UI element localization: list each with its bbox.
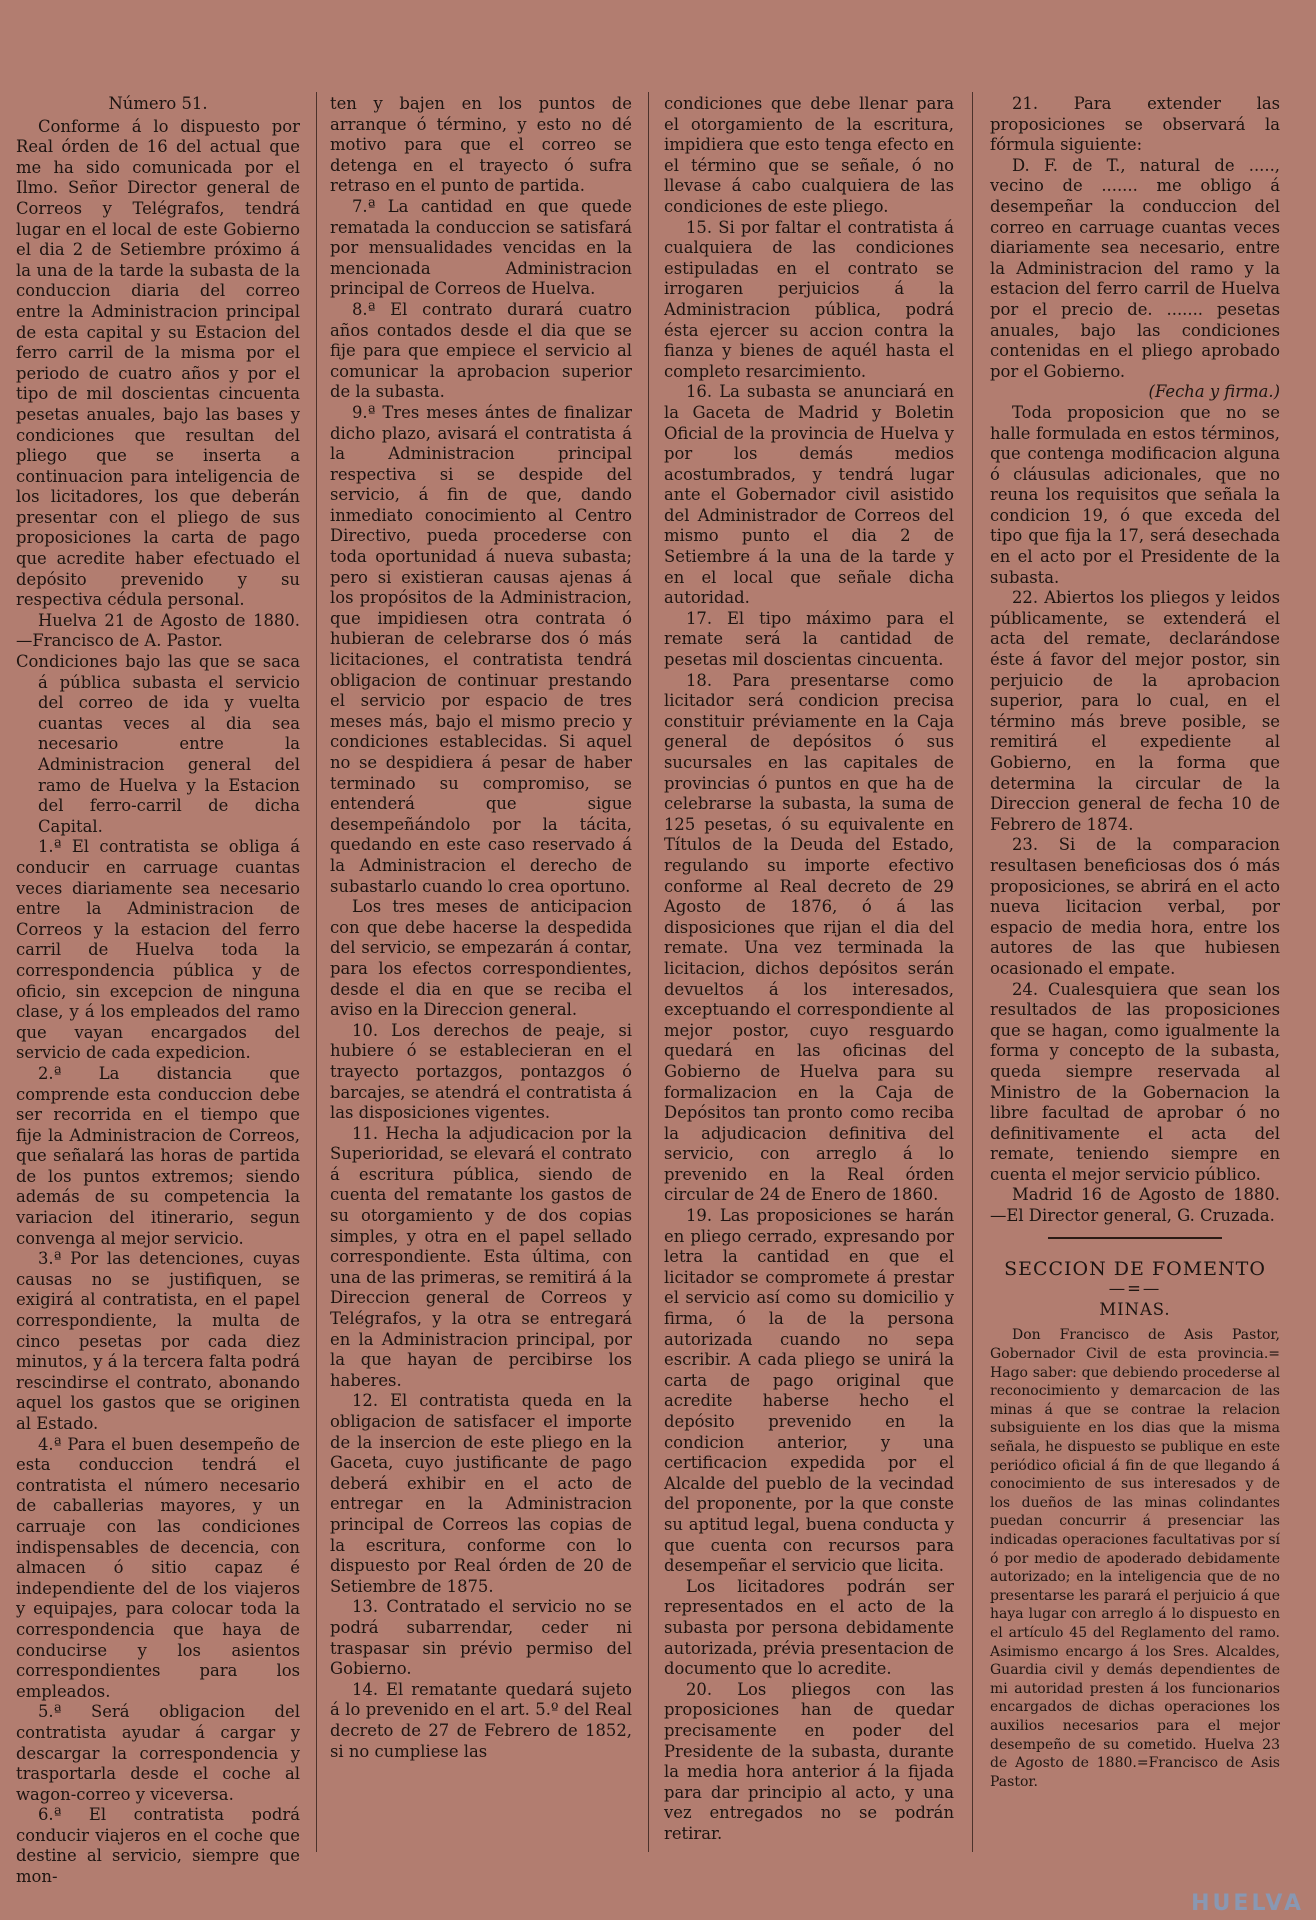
paragraph: 16. La subasta se anunciará en la Gaceta de Madrid y Boletin Oficial de la provincia de Huelva y por los demás medios acostumbrados, y tendrá lugar ante el Gobernador civil asistido del Administrador de Correos del mismo punto el dia 2 de Setiembre á la una de la tarde y en el local que señale dicha autoridad. bbox=[664, 382, 954, 608]
paragraph: 17. El tipo máximo para el remate será la cantidad de pesetas mil doscientas cincuenta. bbox=[664, 608, 954, 670]
subsection-title: MINAS. bbox=[1099, 1299, 1171, 1319]
paragraph: 21. Para extender las proposiciones se observará la fórmula siguiente: bbox=[990, 94, 1280, 155]
notice-number: Número 51. bbox=[108, 94, 208, 113]
paragraph: 5.ª Será obligacion del contratista ayudar á cargar y descargar la correspondencia y trasportarla desde el coche al wagon-correo y viceversa. bbox=[16, 1702, 300, 1804]
paragraph: 7.ª La cantidad en que quede rematada la conduccion se satisfará por mensualidades vencidas en la mencionada Administracion principal de Correos de Huelva. bbox=[330, 196, 632, 299]
column-1 bbox=[16, 94, 300, 1888]
paragraph: 10. Los derechos de peaje, si hubiere ó se establecieran en el trayecto portazgos, pontazgos ó barcajes, se atendrá el contratista á las disposiciones vigentes. bbox=[330, 1020, 632, 1123]
paragraph: 6.ª El contratista podrá conducir viajeros en el coche que destine al servicio, siempre que mon- bbox=[16, 1805, 300, 1887]
conditions-heading: Condiciones bajo las que se saca á pública subasta el servicio del correo de ida y vuelta cuantas veces al dia sea necesario entre la Administracion general del ramo de Huelva y la Estacion del ferro-carril de dicha Capital. bbox=[16, 652, 300, 836]
paragraph: 19. Las proposiciones se harán en pliego cerrado, expresando por letra la cantidad en que el licitador se compromete á prestar el servicio así como su domicilio y firma, ó la de la persona autorizada cuando no sepa escribir. A cada pliego se unirá la carta de pago original que acredite haberse hecho el depósito prevenido en la condicion anterior, y una certificacion expedida por el Alcalde del pueblo de la vecindad del proponente, por la que conste su aptitud legal, buena conducta y que cuenta con recursos para desempeñar el servicio que licita. bbox=[664, 1206, 954, 1576]
mining-notice: Don Francisco de Asis Pastor, Gobernador Civil de esta provincia.= Hago saber: que debiendo procederse al reconocimiento y demarcacion de las minas á que se contrae la relacion subsiguiente en los dias que la misma señala, he dispuesto se publique en este periódico oficial á fin de que llegando á conocimiento de sus interesados y de los dueños de las minas colindantes puedan concurrir á presenciar las indicadas operaciones facultativas por sí ó por medio de apoderado debidamente autorizado; en la inteligencia que de no presentarse les parará el perjuicio á que haya lugar con arreglo á lo dispuesto en el artículo 45 del Reglamento del ramo. Asimismo encargo á los Sres. Alcaldes, Guardia civil y demás dependientes de mi autoridad presten á los funcionarios encargados de dichas operaciones los auxilios necesarios para el mejor desempeño de su cometido. Huelva 23 de Agosto de 1880.=Francisco de Asis Pastor. bbox=[990, 1327, 1280, 1790]
paragraph: 2.ª La distancia que comprende esta conduccion debe ser recorrida en el tiempo que fije la Administracion de Correos, que señalará las horas de partida de los puntos extremos; siendo además de su competencia la variacion del itinerario, segun convenga al mejor servicio. bbox=[16, 1063, 300, 1248]
paragraph: 15. Si por faltar el contratista á cualquiera de las condiciones estipuladas en el contrato se irrogaren perjuicios á la Administracion pública, podrá ésta ejercer su accion contra la fianza y bienes de aquél hasta el completo resarcimiento. bbox=[664, 217, 954, 381]
paragraph: 18. Para presentarse como licitador será condicion precisa constituir préviamente en la Caja general de depósitos ó sus sucursales en las capitales de provincias ó puntos en que ha de celebrarse la subasta, la suma de 125 pesetas, ó su equivalente en Títulos de la Deuda del Estado, regulando su importe efectivo conforme al Real decreto de 29 Agosto de 1876, ó á las disposiciones que rijan el dia del remate. Una vez terminada la licitacion, dichos depósitos serán devueltos á los interesados, exceptuando el correspondiente al mejor postor, cuyo resguardo quedará en las oficinas del Gobierno de Huelva para su formalizacion en la Caja de Depósitos tan pronto como reciba la adjudicacion definitiva del servicio, con arreglo á lo prevenido en la Real órden circular de 24 de Enero de 1860. bbox=[664, 670, 954, 1205]
paragraph: 13. Contratado el servicio no se podrá subarrendar, ceder ni traspasar sin prévio permiso del Gobierno. bbox=[330, 1597, 632, 1679]
paragraph: Los tres meses de anticipacion con que debe hacerse la despedida del servicio, se empezarán á contar, para los efectos correspondientes, desde el dia en que se reciba el aviso en la Direccion general. bbox=[330, 897, 632, 1020]
column-2 bbox=[330, 94, 632, 1762]
column-4 bbox=[990, 94, 1280, 1791]
paragraph: Los licitadores podrán ser representados en el acto de la subasta por persona debidamente autorizada, prévia presentacion de documento que lo acredite. bbox=[664, 1576, 954, 1679]
ornament-separator: —=— bbox=[1108, 1279, 1162, 1299]
paragraph: 20. Los pliegos con las proposiciones han de quedar precisamente en poder del Presidente de la subasta, durante la media hora anterior á la fijada para dar principio al acto, y una vez entregados no se podrán retirar. bbox=[664, 1679, 954, 1843]
paragraph: ten y bajen en los puntos de arranque ó término, y esto no dé motivo para que el correo se detenga en el trayecto ó sufra retraso en el punto de partida. bbox=[330, 94, 632, 196]
date-signature-note: (Fecha y firma.) bbox=[1148, 382, 1280, 402]
paragraph: 9.ª Tres meses ántes de finalizar dicho plazo, avisará el contratista á la Administracion principal respectiva si se despide del servicio, á fin de que, dando inmediato conocimiento al Centro Directivo, pueda procederse con toda oportunidad á nueva subasta; pero si existieran causas ajenas á los propósitos de la Administracion, que impidiesen otra contrata ó hubieran de celebrarse dos ó más licitaciones, el contratista tendrá obligacion de continuar prestando el servicio por espacio de tres meses más, bajo el mismo precio y condiciones establecidas. Si aquel no se despidiera á pesar de haber terminado su compromiso, se entenderá que sigue desempeñándolo por la tácita, quedando en este caso reservado á la Administracion el derecho de subastarlo cuando lo crea oportuno. bbox=[330, 402, 632, 896]
paragraph: 14. El rematante quedará sujeto á lo prevenido en el art. 5.º del Real decreto de 27 de Febrero de 1852, si no cumpliese las bbox=[330, 1679, 632, 1761]
signature-line: Madrid 16 de Agosto de 1880. —El Director general, G. Cruzada. bbox=[990, 1185, 1280, 1226]
paragraph: 1.ª El contratista se obliga á conducir en carruage cuantas veces diariamente sea necesario entre la Administracion de Correos y la estacion del ferro carril de Huelva toda la correspondencia pública y de oficio, sin excepcion de ninguna clase, y á los empleados del ramo que vayan encargados del servicio de cada expedicion. bbox=[16, 837, 300, 1063]
paragraph: 23. Si de la comparacion resultasen beneficiosas dos ó más proposiciones, se abrirá en el acto nueva licitacion verbal, por espacio de media hora, entre los autores de las que hubiesen ocasionado el empate. bbox=[990, 835, 1280, 978]
column-rule bbox=[316, 92, 317, 1852]
paragraph: 24. Cualesquiera que sean los resultados de las proposiciones que se hagan, como igualmente la forma y concepto de la subasta, queda siempre reservada al Ministro de la Gobernacion la libre facultad de aprobar ó no definitivamente el acta del remate, teniendo siempre en cuenta el mejor servicio público. bbox=[990, 979, 1280, 1184]
paragraph: 22. Abiertos los pliegos y leidos públicamente, se extenderá el acta del remate, declarándose éste á favor del mejor postor, sin perjuicio de la aprobacion superior, para lo cual, en el término más breve posible, se remitirá el expediente al Gobierno, en la forma que determina la circular de la Direccion general de fecha 10 de Febrero de 1874. bbox=[990, 588, 1280, 834]
paragraph: condiciones que debe llenar para el otorgamiento de la escritura, impidiera que esto tenga efecto en el término que se señale, ó no llevase á cabo cualquiera de las condiciones de este pliego. bbox=[664, 94, 954, 216]
formula-text: D. F. de T., natural de ....., vecino de ....... me obligo á desempeñar la conduccion del correo en carruage cuantas veces diariamente sea necesario, entre la Administracion del ramo y la estacion del ferro carril de Huelva por el precio de. ....... pesetas anuales, bajo las condiciones contenidas en el pliego aprobado por el Gobierno. bbox=[990, 155, 1280, 381]
section-divider bbox=[1048, 1237, 1222, 1239]
column-rule bbox=[972, 92, 973, 1852]
paragraph: Toda proposicion que no se halle formulada en estos términos, que contenga modificacion alguna ó cláusulas adicionales, que no reuna los requisitos que señala la condicion 19, ó que exceda del tipo que fija la 17, será desechada en el acto por el Presidente de la subasta. bbox=[990, 402, 1280, 587]
paragraph: 4.ª Para el buen desempeño de esta conduccion tendrá el contratista el número necesario de caballerias mayores, y un carruaje con las condiciones indispensables de decencia, con almacen ó sitio capaz é independiente del de los viajeros y equipajes, para colocar toda la correspondencia que haya de conducirse y los asientos correspondientes para los empleados. bbox=[16, 1434, 300, 1701]
paragraph: Conforme á lo dispuesto por Real órden de 16 del actual que me ha sido comunicada por el Ilmo. Señor Director general de Correos y Telégrafos, tendrá lugar en el local de este Gobierno el dia 2 de Setiembre próximo á la una de la tarde la subasta de la conduccion diaria del correo entre la Administracion principal de esta capital y su Estacion del ferro carril de la misma por el periodo de cuatro años y por el tipo de mil doscientas cincuenta pesetas anuales, bajo las bases y condiciones que resultan del pliego que se inserta a continuacion para inteligencia de los licitadores, los que deberán presentar con el pliego de sus proposiciones la carta de pago que acredite haber efectuado el depósito prevenido y su respectiva cédula personal. bbox=[16, 116, 300, 610]
column-3 bbox=[664, 94, 954, 1844]
paragraph: 3.ª Por las detenciones, cuyas causas no se justifiquen, se exigirá al contratista, en el papel correspondiente, la multa de cinco pesetas por cada diez minutos, y á la tercera falta podrá rescindirse el contrato, abonando aquel los gastos que se originen al Estado. bbox=[16, 1249, 300, 1433]
paragraph: 11. Hecha la adjudicacion por la Superioridad, se elevará el contrato á escritura pública, siendo de cuenta del rematante los gastos de su otorgamiento y de dos copias simples, y otra en el papel sellado correspondiente. Esta última, con una de las primeras, se remitirá á la Direccion general de Correos y Telégrafos, y la otra se entregará en la Administracion principal, por la que hayan de percibirse los haberes. bbox=[330, 1123, 632, 1390]
column-rule bbox=[648, 92, 649, 1852]
section-title: SECCION DE FOMENTO bbox=[1004, 1257, 1266, 1280]
paragraph: 8.ª El contrato durará cuatro años contados desde el dia que se fije para que empiece el servicio al comunicar la aprobacion superior de la subasta. bbox=[330, 299, 632, 402]
archive-watermark: HUELVA bbox=[1191, 1891, 1304, 1916]
paragraph: 12. El contratista queda en la obligacion de satisfacer el importe de la insercion de este pliego en la Gaceta, cuyo justificante de pago deberá exhibir en el acto de entregar en la Administracion principal de Correos las copias de la escritura, conforme con lo dispuesto por Real órden de 20 de Setiembre de 1875. bbox=[330, 1391, 632, 1596]
signature-line: Huelva 21 de Agosto de 1880. —Francisco de A. Pastor. bbox=[16, 610, 300, 651]
